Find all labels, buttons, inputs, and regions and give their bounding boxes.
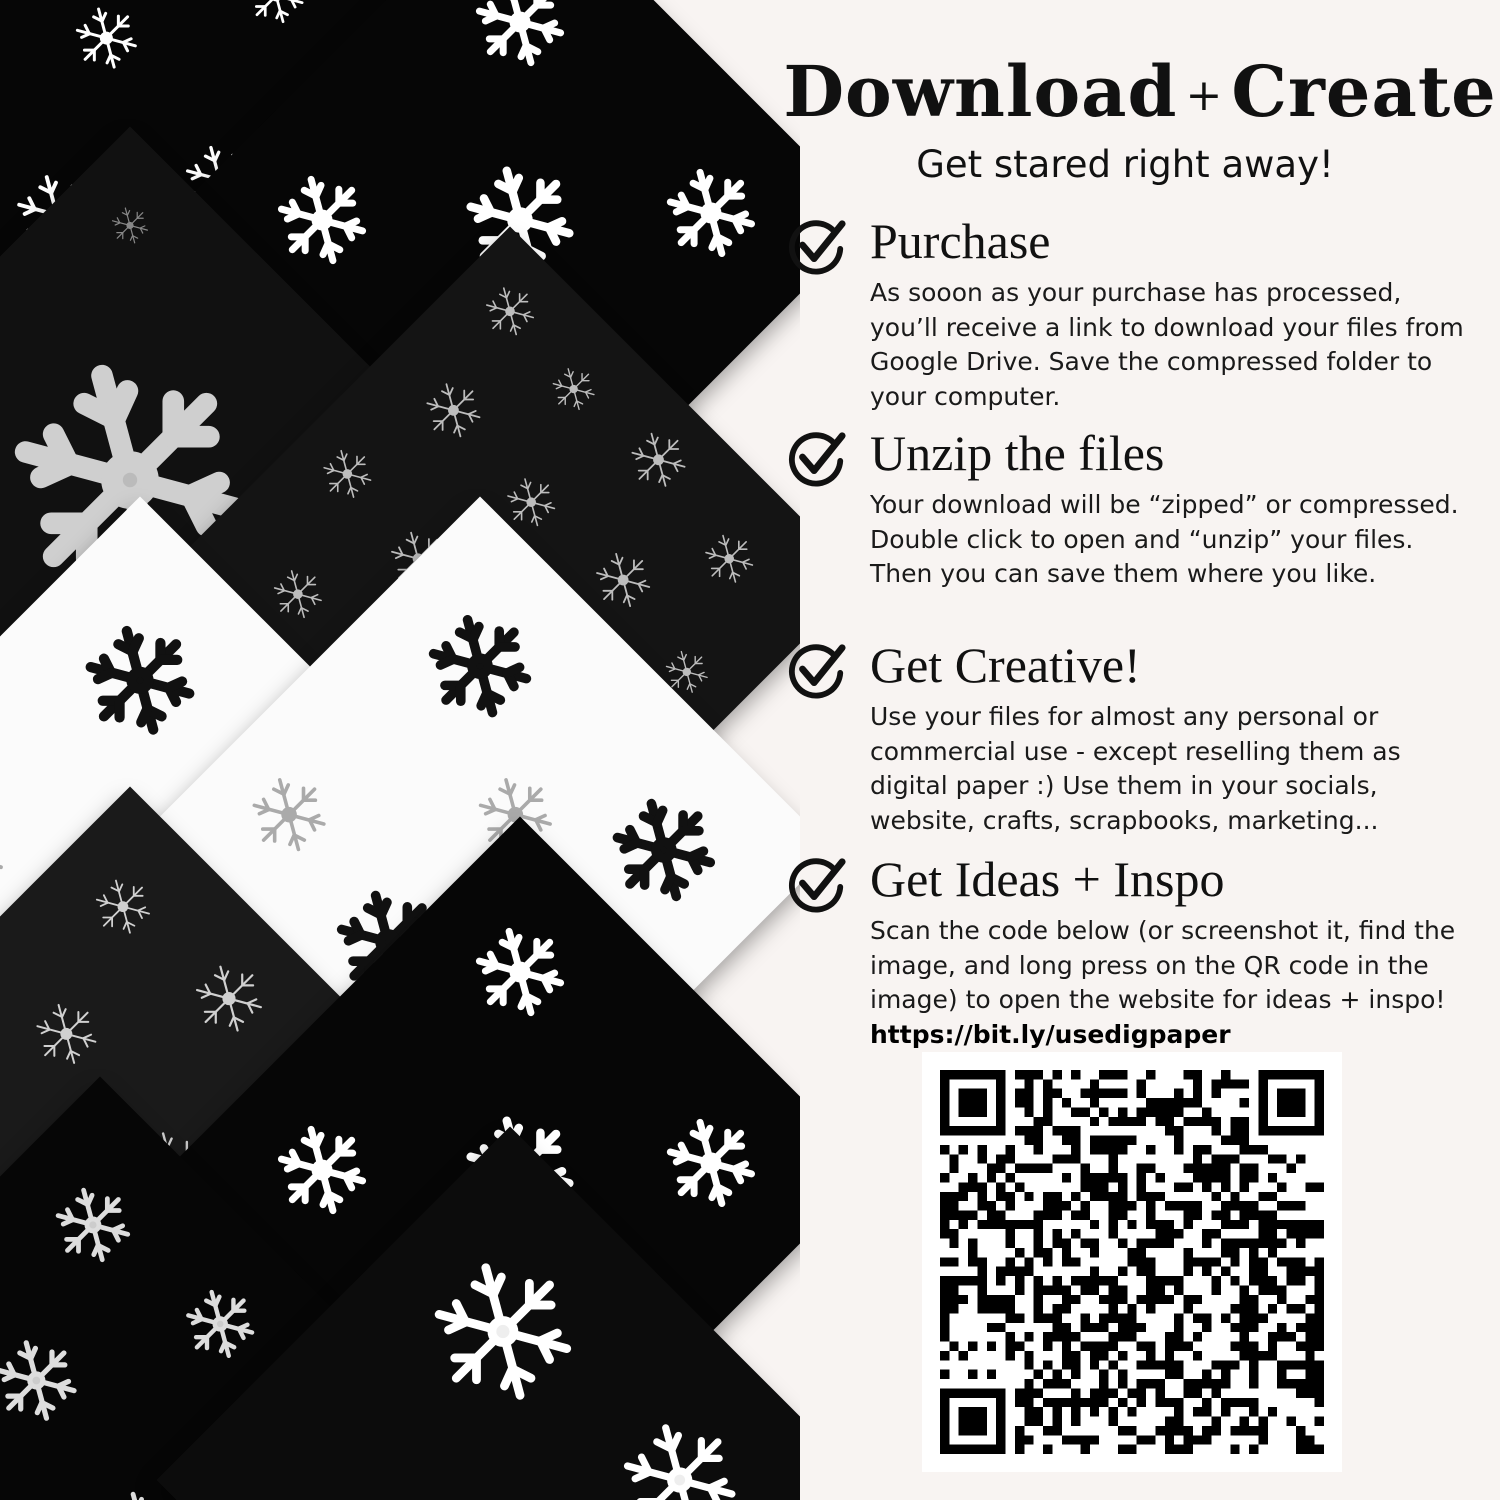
title-create: Create <box>1231 50 1497 133</box>
step-title: Unzip the files <box>870 425 1165 481</box>
qr-code[interactable] <box>922 1052 1342 1472</box>
page-title <box>780 52 1500 136</box>
page-subtitle: Get stared right away! <box>916 143 1334 186</box>
step-body: As sooon as your purchase has processed, you’ll receive a link to download your files from Google Drive. Save the compressed folder to your computer. <box>870 278 1464 411</box>
check-circle-icon <box>786 216 848 278</box>
step-title: Get Creative! <box>870 637 1141 693</box>
step-body: Your download will be “zipped” or compressed. Double click to open and “unzip” your files. Then you can save them where you like. <box>870 490 1459 588</box>
check-circle-icon <box>786 854 848 916</box>
check-circle-icon <box>786 428 848 490</box>
title-download: Download <box>783 50 1178 133</box>
step-body <box>870 914 1470 1052</box>
step-title: Purchase <box>870 213 1051 269</box>
website-link[interactable]: https://bit.ly/usedigpaper <box>870 1019 1231 1049</box>
title-plus: + <box>1185 70 1224 121</box>
step-body-text: Scan the code below (or screenshot it, find the image, and long press on the QR code in the image) to open the website for ideas + inspo! <box>870 916 1456 1014</box>
instructions-panel <box>780 0 1500 1500</box>
step-title: Get Ideas + Inspo <box>870 851 1225 907</box>
step-body: Use your files for almost any personal or commercial use - except reselling them as digital paper :) Use them in your socials, website, crafts, scrapbooks, marketing... <box>870 702 1401 835</box>
qr-code-graphic <box>940 1070 1324 1454</box>
check-circle-icon <box>786 640 848 702</box>
